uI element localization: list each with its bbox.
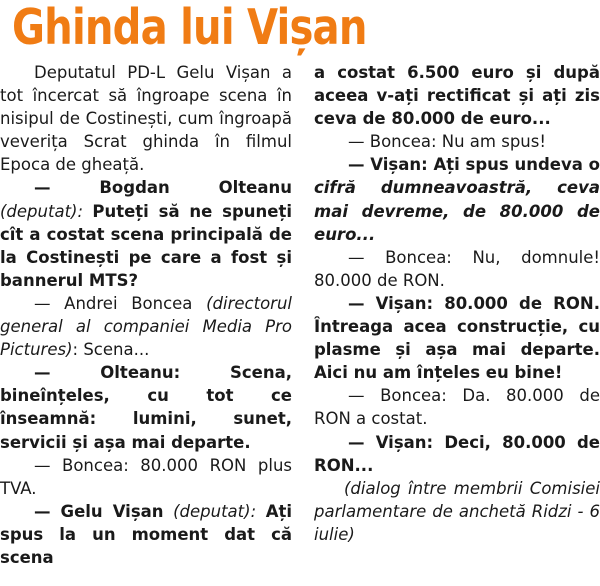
dialog-boncea-ron: — Boncea: Nu, domnule! 80.000 de RON. [314,247,600,290]
role-olteanu: (deputat): [0,201,84,221]
speaker-olteanu: — Bogdan Olteanu [34,178,292,198]
role-visan: (deputat): [173,501,257,521]
dialog-visan-continued: a costat 6.500 euro și după aceea v-ați rectificat și ați zis ceva de 80.000 de euro... [314,63,600,129]
dialog-italic-text: cifră dumneavoastră, ceva mai devreme, de 80.000 de euro... [314,178,600,244]
intro-paragraph: Deputatul PD-L Gelu Vișan a tot încercat să îngroape scena în nisipul de Costinești, cum îngroapă veverița Scrat ghinda în filmul Epoca de gheață. [0,63,292,175]
dialog-boncea-intro [0,292,292,361]
dialog-text: Puteți să ne spuneți cît a costat scena principală de la Costinești pe care a fost și bannerul MTS? [0,201,292,290]
dialog-olteanu-scene: — Olteanu: Scena, bineînțeles, cu tot ce înseamnă: lumini, sunet, servicii și așa mai departe. [0,363,292,452]
dialog-text: : Scena... [72,340,150,360]
dialog-visan-figure [314,153,600,245]
dialog-boncea-price: — Boncea: 80.000 RON plus TVA. [0,455,292,498]
dialog-boncea-denial: — Boncea: Nu am spus! [348,132,546,152]
article-title: Ghinda lui Vișan [12,0,367,56]
dialog-text: Ați spus la un moment dat că scena [0,501,293,567]
role-boncea: (directorul general al companiei Media Pro Pictures) [0,293,292,360]
source-note: (dialog între membrii Comisiei parlamentare de anchetă Ridzi - 6 iulie) [314,478,600,544]
dialog-olteanu-question [0,176,292,291]
right-column [314,61,600,546]
left-column [0,61,292,569]
speaker-boncea: — Andrei Boncea [34,293,193,313]
dialog-boncea-confirm: — Boncea: Da. 80.000 de RON a costat. [314,386,600,429]
dialog-visan-conclusion: — Vișan: Deci, 80.000 de RON... [314,432,600,475]
dialog-visan-construction: — Vișan: 80.000 de RON. Întreaga acea construcție, cu plasme și așa mai departe. Aici nu am înțeles eu bine! [314,293,600,383]
dialog-text: — Vișan: Ați spus undeva o [348,155,600,175]
dialog-visan-start [0,500,292,569]
speaker-visan: — Gelu Vișan [34,501,164,521]
